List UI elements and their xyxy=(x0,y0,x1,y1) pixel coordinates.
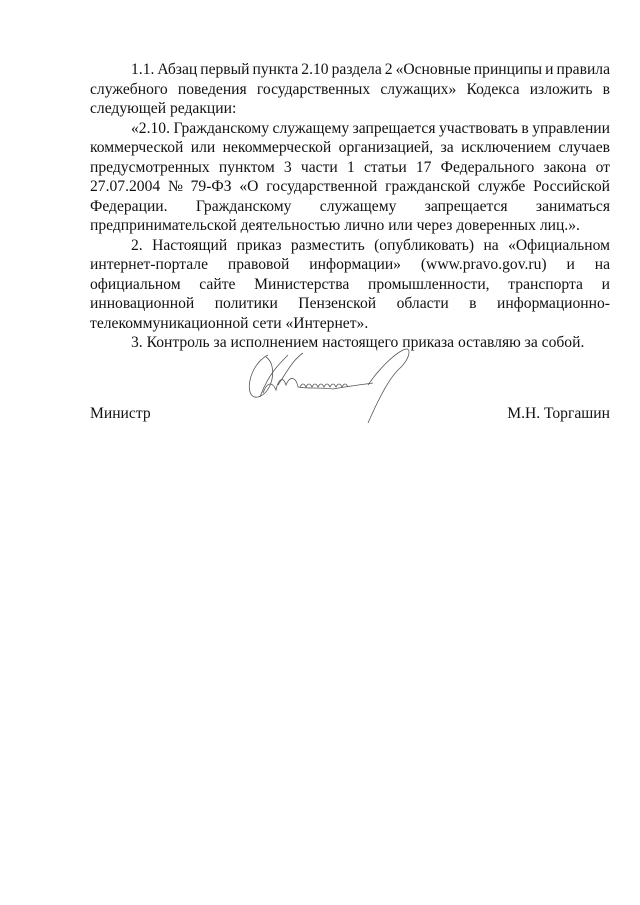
text-line: телекоммуникационной сети «Интернет». xyxy=(90,314,369,332)
paragraph xyxy=(90,119,610,236)
text-line-row xyxy=(90,60,610,80)
text-line: 2. Настоящий приказ разместить (опубликовать) на «Официальном xyxy=(131,236,610,254)
paragraphs xyxy=(90,60,610,353)
text-line-row xyxy=(90,275,610,295)
text-line: коммерческой или некоммерческой организацией, за исключением случаев xyxy=(90,139,610,156)
text-line: Федерации. Гражданскому служащему запрещается заниматься xyxy=(90,197,610,215)
text-line: следующей редакции: xyxy=(90,100,237,117)
signatory-position: Министр xyxy=(90,404,151,422)
text-line: предусмотренных пунктом 3 части 1 статьи 17 Федерального закона от xyxy=(90,158,610,176)
text-line-row xyxy=(90,294,610,314)
paragraph xyxy=(90,236,610,334)
text-line-row xyxy=(90,158,610,178)
text-line: «2.10. Гражданскому служащему запрещается участвовать в управлении xyxy=(131,119,610,137)
text-line-row xyxy=(90,80,610,100)
document-body xyxy=(90,60,610,423)
text-line-row xyxy=(90,99,610,119)
paragraph xyxy=(90,60,610,119)
text-line-row xyxy=(90,138,610,158)
text-line-row xyxy=(90,333,610,353)
signature-block xyxy=(90,404,610,424)
signatory-name: М.Н. Торгашин xyxy=(507,404,610,422)
text-line: интернет-портале правовой информации» (www.pravo.gov.ru) и на xyxy=(90,256,610,273)
text-line: официальном сайте Министерства промышленности, транспорта и xyxy=(90,275,610,293)
text-line-row xyxy=(90,177,610,197)
text-line: предпринимательской деятельностью лично или через доверенных лиц.». xyxy=(90,217,580,234)
text-line-row xyxy=(90,216,610,236)
text-line: инновационной политики Пензенской области в информационно- xyxy=(90,295,610,312)
text-line: служебного поведения государственных служащих» Кодекса изложить в xyxy=(90,80,610,98)
text-line-row xyxy=(90,197,610,217)
text-line-row xyxy=(90,255,610,275)
text-line: 1.1. Абзац первый пункта 2.10 раздела 2 «Основные принципы и правила xyxy=(131,61,610,78)
text-line: 27.07.2004 № 79-ФЗ «О государственной гражданской службе Российской xyxy=(90,178,610,195)
text-line-row xyxy=(90,314,610,334)
text-line-row xyxy=(90,119,610,139)
text-line: 3. Контроль за исполнением настоящего приказа оставляю за собой. xyxy=(131,334,585,351)
text-line-row xyxy=(90,236,610,256)
paragraph xyxy=(90,333,610,353)
